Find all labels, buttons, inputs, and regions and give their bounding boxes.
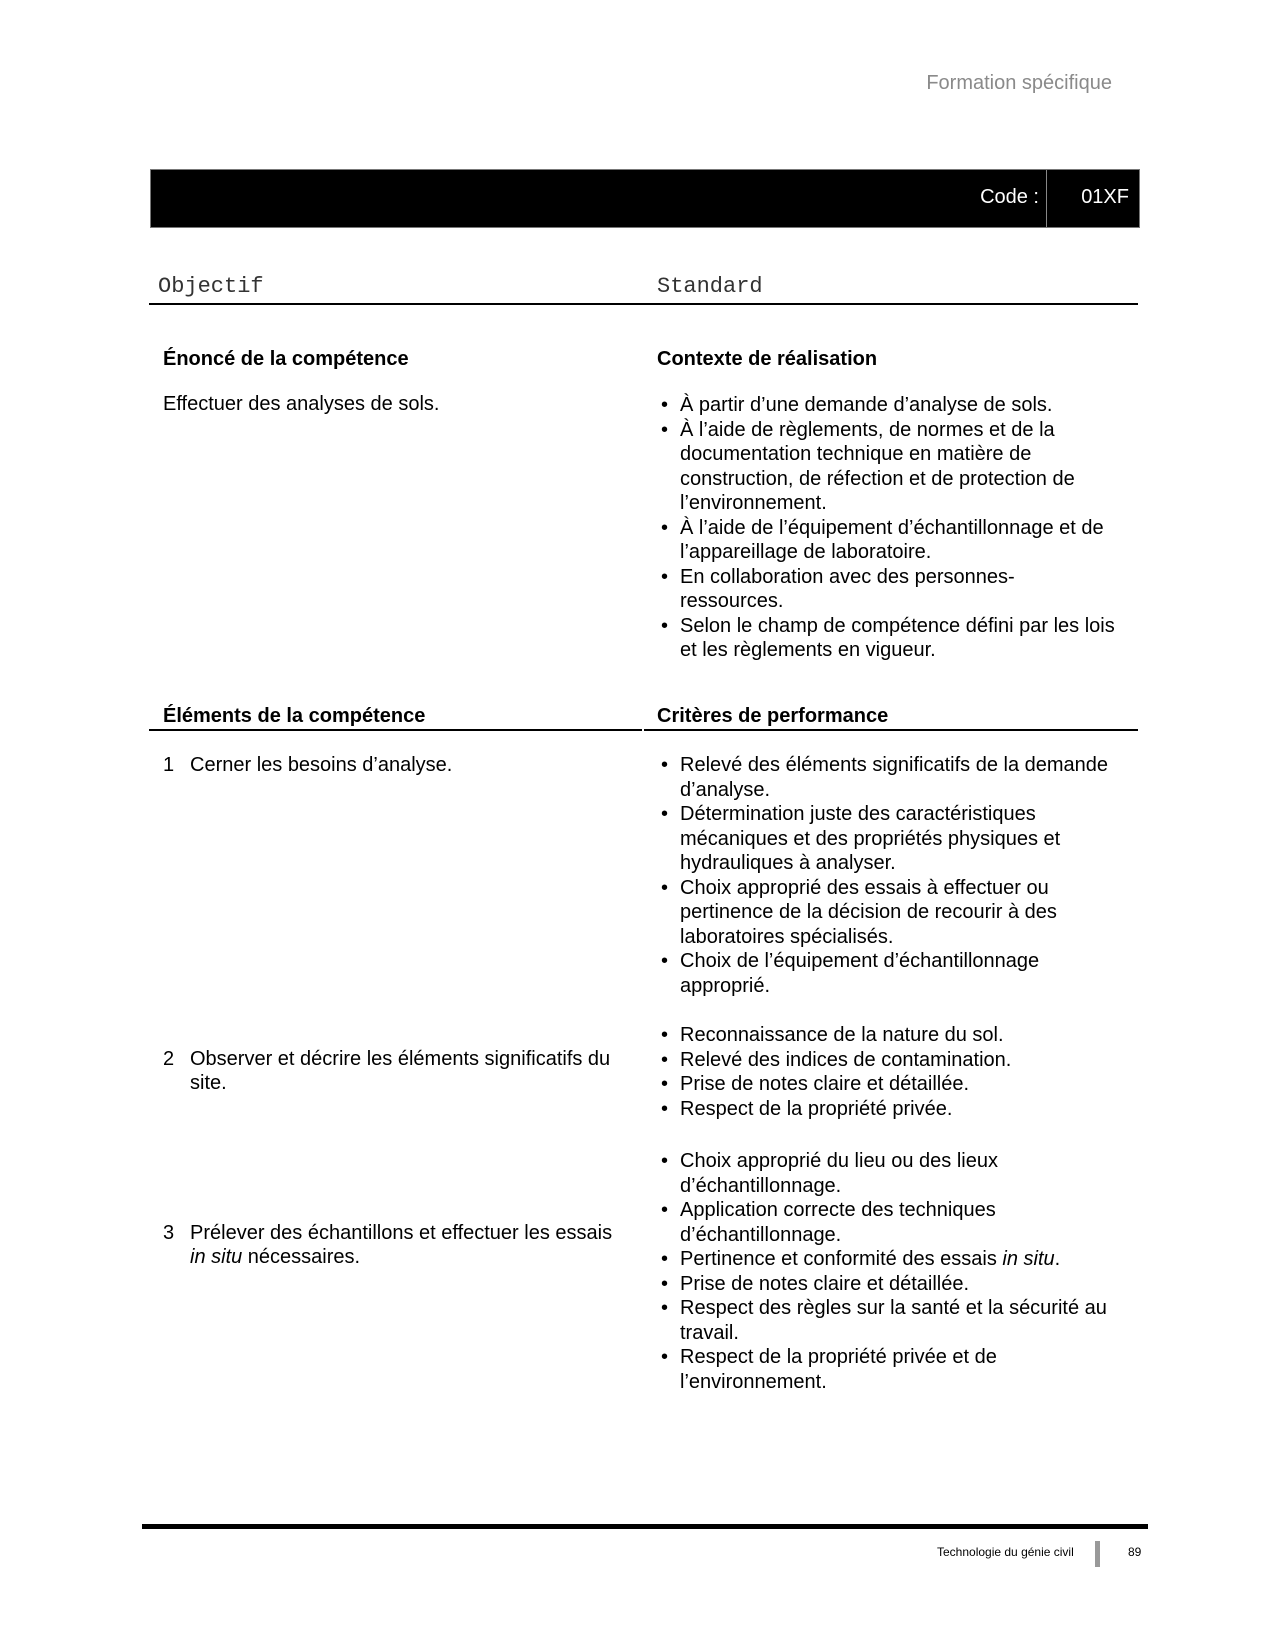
running-header: Formation spécifique (926, 72, 1112, 94)
element-text: nécessaires. (242, 1246, 361, 1268)
element-1 (163, 753, 630, 778)
list-item: • À l’aide de règlements, de normes et de la documentation technique en matière de construction, de réfection et de protection de l’environnement. (657, 418, 1127, 516)
contexte-list (657, 393, 1127, 663)
element-number: 2 (163, 1047, 175, 1070)
divider (1046, 170, 1047, 227)
code-label: Code : (980, 186, 1039, 208)
list-item: • Détermination juste des caractéristiques mécaniques et des propriétés physiques et hydrauliques à analyser. (657, 802, 1090, 876)
column-standard: Standard (657, 274, 763, 299)
enonce-text: Effectuer des analyses de sols. (163, 393, 440, 415)
list-item: • Selon le champ de compétence défini par les lois et les règlements en vigueur. (657, 614, 1127, 663)
footer-separator (1095, 1541, 1100, 1567)
criterion-text: . (1054, 1248, 1061, 1270)
list-item: • Prise de notes claire et détaillée. (657, 1272, 1137, 1297)
divider (149, 729, 642, 731)
enonce-heading: Énoncé de la compétence (163, 348, 409, 370)
list-item: • Prise de notes claire et détaillée. (657, 1072, 1137, 1097)
list-item: • Application correcte des techniques d’échantillonnage. (657, 1198, 1020, 1247)
element-text: Cerner les besoins d’analyse. (190, 754, 453, 776)
criterion-text: Pertinence et conformité des essais (680, 1248, 1003, 1270)
element-3 (163, 1221, 630, 1270)
list-item: • Respect de la propriété privée et de l’environnement. (657, 1345, 1020, 1394)
list-item (657, 1247, 1137, 1272)
list-item: • Respect de la propriété privée. (657, 1097, 1137, 1122)
code-value: 01XF (1081, 186, 1129, 208)
column-objectif: Objectif (158, 274, 264, 299)
criteres-heading: Critères de performance (657, 705, 889, 727)
element-text-italic: in situ (190, 1246, 243, 1268)
list-item: • Relevé des indices de contamination. (657, 1048, 1137, 1073)
element-text: Prélever des échantillons et effectuer les essais (190, 1221, 613, 1244)
list-item: • À l’aide de l’équipement d’échantillonnage et de l’appareillage de laboratoire. (657, 516, 1127, 565)
criteria-list-1 (657, 753, 1137, 998)
list-item: • Reconnaissance de la nature du sol. (657, 1023, 1137, 1048)
criteria-list-2 (657, 1023, 1137, 1121)
element-2 (163, 1047, 630, 1096)
element-number: 1 (163, 754, 175, 776)
footer-rule (142, 1524, 1148, 1529)
page-number: 89 (1128, 1545, 1142, 1559)
divider (149, 303, 1138, 305)
list-item: • Respect des règles sur la santé et la sécurité au travail. (657, 1296, 1137, 1345)
criterion-italic: in situ (1002, 1248, 1055, 1270)
criteria-list-3 (657, 1149, 1137, 1394)
elements-heading: Éléments de la compétence (163, 705, 426, 727)
divider (644, 729, 1138, 731)
list-item: • En collaboration avec des personnes-ressources. (657, 565, 1040, 614)
list-item: • Choix approprié du lieu ou des lieux d’échantillonnage. (657, 1149, 1020, 1198)
list-item: • Relevé des éléments significatifs de la demande d’analyse. (657, 753, 1137, 802)
footer-title: Technologie du génie civil (937, 1545, 1074, 1559)
element-number: 3 (163, 1221, 175, 1244)
contexte-heading: Contexte de réalisation (657, 348, 878, 370)
list-item: • Choix approprié des essais à effectuer ou pertinence de la décision de recourir à des laboratoires spécialisés. (657, 876, 1100, 950)
list-item: • Choix de l’équipement d’échantillonnage approprié. (657, 949, 1080, 998)
list-item: • À partir d’une demande d’analyse de sols. (657, 393, 1127, 418)
code-bar (150, 169, 1140, 228)
element-text: Observer et décrire les éléments significatifs du site. (190, 1047, 611, 1094)
